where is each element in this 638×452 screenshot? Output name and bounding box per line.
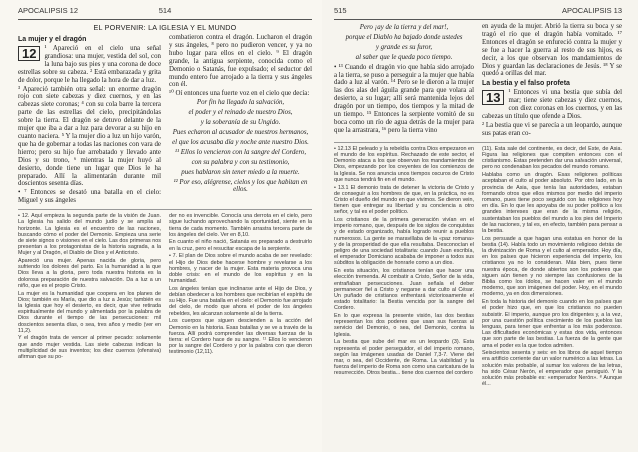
footnote: Hablaba como un dragón. Esas religiones políticas aceptaban el culto al poder absoluto. Por otro lado, en la provincia de Asia, que tenía las autoridades, estaban formando otros que ellos mismos por medio del imperio romano, pues tiene poco seguido con las religiones hoy en día. En lo que les apoyaba de su poder político a los grandes intereses que eran de la misma religión, sustentaban los pueblos del mundo a los pies del Imperio de las naciones, y tal es, en efecto, también para pensar a la bestia. bbox=[482, 172, 622, 234]
footnote: Seiscientos sesenta y seis: en los libros de aquel tiempo era artificio corriente dar un valor numérico a las letras. La solución más probable, al sumar los valores de las letras, ha sido César Nerón, el emperador que persiguió. Y la solución más probable es: «emperador Nerón». ⁸ Aunque él... bbox=[482, 350, 622, 388]
footnote: Los cristianos de la primera generación vivían en el imperio romano, que, después de los siglos de conquistas y de estado organizado, había logrado reunir a pueblos numerosos. La gente se maravillaba de la «paz romana» y de la prosperidad de que ella resultaba. Desconocían el peligro de una sociedad totalitaria: cuando Juan escribía, el emperador Domiciano acababa de imponer a todos sus súbditos la obligación de honrarle como a un dios. bbox=[334, 217, 474, 267]
poem-line: el poder y el reinado de nuestro Dios, bbox=[188, 109, 293, 117]
footnote: Los persuade a que hagan una estatua en honor de la bestia (14). Había todo un movimiento religioso detrás de la divinización de Roma y el culto al emperador. Hoy día, en los países que hicieron experiencia del imperio, los cristianos ya no lo consideran. Más bien, pues tiene nuestra época, de donde abiertos son los poderes que siguen aún tienen y no siempre las confusiones de la Biblia como los ídolos, se hacen valer en el mundo moderno, que son imágenes del poder. Hoy, en el mundo moderno, ya en dos dimensiones. bbox=[482, 235, 622, 298]
right-page bbox=[322, 0, 638, 452]
left-text-column-1 bbox=[18, 34, 161, 206]
footnote: Apareció una mujer. Apenas nacida de gloria, pero sufriendo los dolores del parto. Es la humanidad a la que Dios lleva a la gloria, pero toda nuestra historia es la dolorosa preparación de nuestra salvación. Da a luz a un niño, que es el propio Cristo. bbox=[18, 258, 161, 289]
subheading-mujer-dragon: La mujer y el dragón bbox=[18, 36, 87, 43]
left-footnotes bbox=[18, 213, 312, 362]
footnote: (11). Esta sale del continente, es decir, del Este, de Asia. Figura las religiones que compiten entonces con el cristianismo. Estas pretenden dar una salvación universal, pero no condenaban los pecados del mundo romano. bbox=[482, 145, 622, 171]
running-header-right: APOCALIPSIS 13 bbox=[561, 6, 622, 15]
right-notes-column-1 bbox=[334, 146, 474, 389]
paragraph: ³ Apareció también otra señal: un enorme dragón rojo con siete cabezas y diez cuernos, y en las cabezas siete coronas; ⁴ con su cola barre la tercera parte de las estrellas del cielo, precipitándolas sobre la tierra. El dragón se detuvo delante de la mujer que iba a dar a luz para devorar a su hijo en cuanto naciera. ⁵ Y la mujer dio a luz un hijo varón, que ha de gobernar a todas las naciones con vara de hierro; pero su hijo fue arrebatado y llevado ante Dios y su trono, ⁶ mientras la mujer huyó al desierto, donde tiene un lugar que Dios le ha preparado. Allí la alimentarán durante mil doscientos sesenta días. bbox=[18, 85, 161, 188]
footnote: Los ángeles tenían que inclinarse ante el Hijo de Dios, y debían obedecer a los hombres que recibirían el espíritu de su Hijo. Fue una batalla en el cielo: el Demonio fue arrojado del cielo, de modo que ahora el poder de los ángeles rebeldes, les alcanzan solamente al de la tierra. bbox=[169, 285, 312, 317]
footnote: Los cuerpos que siguen descienden a la acción del Demonio en la historia. Esas batallas y se ve a través de la fuerza. Allí podrá comprender las diversas fuerzas de la tierra: el Cordero hace de su sangre. ¹¹ Ellos lo vencieron por la sangre del Cordero y por la palabra con que dieron testimonio (12,11). bbox=[169, 318, 312, 356]
paragraph: • ¹³ Cuando el dragón vio que había sido arrojado a la tierra, se puso a perseguir a la mujer que había dado a luz al varón. ¹⁴ Pero se le dieron a la mujer las dos alas del águila grande para que volara al desierto, a su lugar; allí será mantenida lejos del dragón por un tiempo, dos tiempos y la mitad de un tiempo. ¹⁵ Entonces la serpiente vomitó de su boca como un río de agua detrás de la mujer para que la arrastrara, ¹⁶ pero la tierra vino bbox=[334, 63, 474, 134]
right-main-text bbox=[334, 23, 622, 139]
notes-separator bbox=[334, 142, 622, 143]
left-main-text bbox=[18, 34, 312, 206]
poem-line: y grande es su furor, bbox=[375, 43, 433, 51]
page-number-right: 515 bbox=[334, 6, 347, 15]
poem-line: y la soberanía de su Ungido. bbox=[200, 119, 281, 127]
footnote: En cuanto el niño nació, Satanás es preparado a destruirlo en la cruz, pero el resucitar escapa de la serpiente. bbox=[169, 239, 312, 252]
footnote: En lo que expresa la presente visión, las dos bestias representan los dos poderes que usan sus fuerzas al servicio del Demonio, o sea, del Demonio, contra la Iglesia. bbox=[334, 313, 474, 338]
paragraph: 12 ¹ Apareció en el cielo una señal grandiosa: una mujer, vestida del sol, con la luna bajo sus pies y una corona de doce estrellas sobre su cabeza. ² Está embarazada y grita de dolor, porque le ha llegado la hora de dar a luz. bbox=[18, 45, 161, 84]
poem-line: ¹² Por eso, alégrense, cielos y los que habitan en ellos. bbox=[173, 178, 308, 194]
left-header bbox=[18, 6, 312, 18]
poem-line: porque el Diablo ha bajado donde ustedes bbox=[345, 33, 463, 41]
footnote: • 12.13 El peleado y la rebeldía contra Dios empezaron en el mundo de los espíritus. Rechazado de este sector, el Demonio ataca a los que observan los mandamientos de Dios, empezando por los creyentes de los comienzos de la Iglesia. Se nos anuncia unos tiempos oscuros de Cristo que nunca tendrá fin en el mundo. bbox=[334, 145, 474, 183]
poem-line: Pues echaron al acusador de nuestros hermanos, bbox=[172, 128, 309, 136]
section-title: EL PORVENIR: LA IGLESIA Y EL MUNDO bbox=[93, 23, 237, 32]
footnote: En toda la historia del demonio cuando en los países que el poder hizo que, en que los cristianos no pueden subsistir. El imperio, aunque pro los dirigentes y, a la vez, por una cuestión política crecimiento de los pueblos las lenguas, para tener que enfrentar a los más poderosos. Las dificultades económicas y estas dos vida, entonces que son parte de las bestias. La fuerza de la gente que ama el poder es la que todos admiten. bbox=[482, 299, 622, 349]
notes-separator bbox=[18, 209, 312, 210]
header-rule bbox=[18, 19, 312, 20]
footnote: • 13.1 El demonio trata de detener la victoria de Cristo y de conseguir a los hombres de que, en la práctica, no es Cristo el dueño del mundo en que vivimos. Se dieron vein, tienen que entregar su libertad y su conciencia a otro señor, y tal es el poder político. bbox=[334, 184, 474, 216]
poem-line: Por fin ha llegado la salvación, bbox=[196, 99, 285, 107]
paragraph: combatieron contra el dragón. Lucharon el dragón y sus ángeles, ⁸ pero no pudieron vencer, y ya no hubo lugar para ellos en el cielo. ⁹ El dragón grande, la antigua serpiente, conocida como el Demonio o Satanás, fue expulsado; el seductor del mundo entero fue arrojado a la tierra y sus ángeles con él. bbox=[169, 34, 312, 89]
poem-line: el que los acusaba día y noche ante nuestro Dios. bbox=[172, 138, 309, 146]
header-rule bbox=[334, 19, 622, 20]
page-number-left: 514 bbox=[158, 6, 172, 15]
paragraph: 13 ¹ Entonces vi una bestia que subía del mar; tiene siete cabezas y diez cuernos, con diez coronas en los cuernos, y en las cabezas un título que ofende a Dios. bbox=[482, 89, 622, 121]
right-footnotes bbox=[334, 146, 622, 389]
left-notes-column-2 bbox=[169, 213, 312, 362]
right-text-column-2 bbox=[482, 23, 622, 139]
running-header-left: APOCALIPSIS 12 bbox=[18, 6, 79, 15]
poem-line: al saber que le queda poco tiempo. bbox=[355, 53, 453, 61]
footnote: • 12. Aquí empieza la segunda parte de la visión de Juan. La Iglesia ha salido del mundo judío y se amplía al horizonte. La Iglesia es el encuentro de las naciones, buscando cómo el poder del Demonio. Empieza una serie de siete signos o visiones en el cielo. Las dos primeras nos presentan a los protagonistas de la historia sagrada, a la Mujer y al Dragón, el Diablo de Dios y el Anticristo. bbox=[18, 213, 161, 257]
right-header bbox=[334, 6, 622, 18]
footnote: Y el dragón trata de vencer al primer pecado: solamente que ando mujer vestida. Las siete cabezas indican la multiplicidad de sus inventos; los diez cuernos (ofensiva) afirman que su po- bbox=[18, 335, 161, 361]
footnote: der no es invencible. Conocía una derrota en el cielo, pero sigue luchando aprovechando la oportunidad, siente en la tierra de cada momento. También arrastra tercera parte de los ángeles del cielo. Ver en 8,10. bbox=[169, 213, 312, 238]
subheading-bestia-falso-profeta: La bestia y el falso profeta bbox=[482, 80, 570, 88]
right-notes-column-2 bbox=[482, 146, 622, 389]
left-text-column-2 bbox=[169, 34, 312, 206]
chapter-number-12: 12 bbox=[18, 46, 40, 61]
right-text-column-1 bbox=[334, 23, 474, 139]
paragraph: • ⁷ Entonces se desató una batalla en el cielo: Miguel y sus ángeles bbox=[18, 189, 161, 205]
poem-line: con su palabra y con su testimonio, bbox=[191, 158, 290, 166]
chapter-number-13: 13 bbox=[482, 90, 504, 105]
paragraph: ¹⁰ Oí entonces una fuerte voz en el cielo que decía: bbox=[169, 90, 310, 98]
footnote: • 7. El plan de Dios sobre el mundo acaba de ser revelado: el Hijo de Dios debe hacerse hombre y revelarse a los hombres, y nacer de la mujer. Esta materia provoca una doble crisis: en el mundo de los espíritus y en la humanidad. bbox=[169, 253, 312, 285]
paragraph: ² La bestia que vi se parecía a un leopardo, aunque sus patas eran co- bbox=[482, 121, 622, 137]
poem-line: Pero ¡ay de la tierra y del mar!, bbox=[359, 24, 449, 31]
poem-line: pues hablaron sin tener miedo a la muerte. bbox=[181, 168, 300, 176]
footnote: La mujer es la humanidad que coopera en los planes de Dios; también es María, que dio a luz a Jesús; también es la Iglesia que hoy el desierto, es decir, que vive retirada espiritualmente del mundo y alimentada por la palabra de Dios durante el tiempo de las persecuciones: mil doscientos sesenta días, o sea, tres años y medio (ver en 11,2). bbox=[18, 290, 161, 334]
footnote: La bestia que sube del mar es un leopardo (3). Esta representa el poder perseguidor, el del imperio romano, según las imágenes usadas de Daniel 7,3-7. Viene del mar, o sea, del Occidente, de Roma. La viabilidad y la fuerza del imperio de Roma son como una caricatura de la resurrección. Otros bestia... tiene dos cuernos del cordero bbox=[334, 339, 474, 377]
footnote: En esta situación, los cristianos tenían que hacer una elección tremenda. Al combatir a Cristo, Señor de la vida, entrañaban persecuciones. Juan señala el deber permanecer fiel a Cristo y negarse a dar culto al César. Un puñado de cristianos enfrentará victoriosamente el estado totalitario: la Bestia vencida por la sangre del Cordero. bbox=[334, 268, 474, 312]
poem-line: ¹¹ Ellos lo vencieron con la sangre del Cordero, bbox=[174, 148, 307, 156]
paragraph: en ayuda de la mujer. Abrió la tierra su boca y se tragó el río que el dragón había vomitado. ¹⁷ Entonces el dragón se enfureció contra la mujer y se fue a hacer la guerra al resto de sus hijos, es decir, a los que observan los mandamientos de Dios y guardan las declaraciones de Jesús. ¹⁸ Y se quedó a orillas del mar. bbox=[482, 23, 622, 78]
left-notes-column-1 bbox=[18, 213, 161, 362]
